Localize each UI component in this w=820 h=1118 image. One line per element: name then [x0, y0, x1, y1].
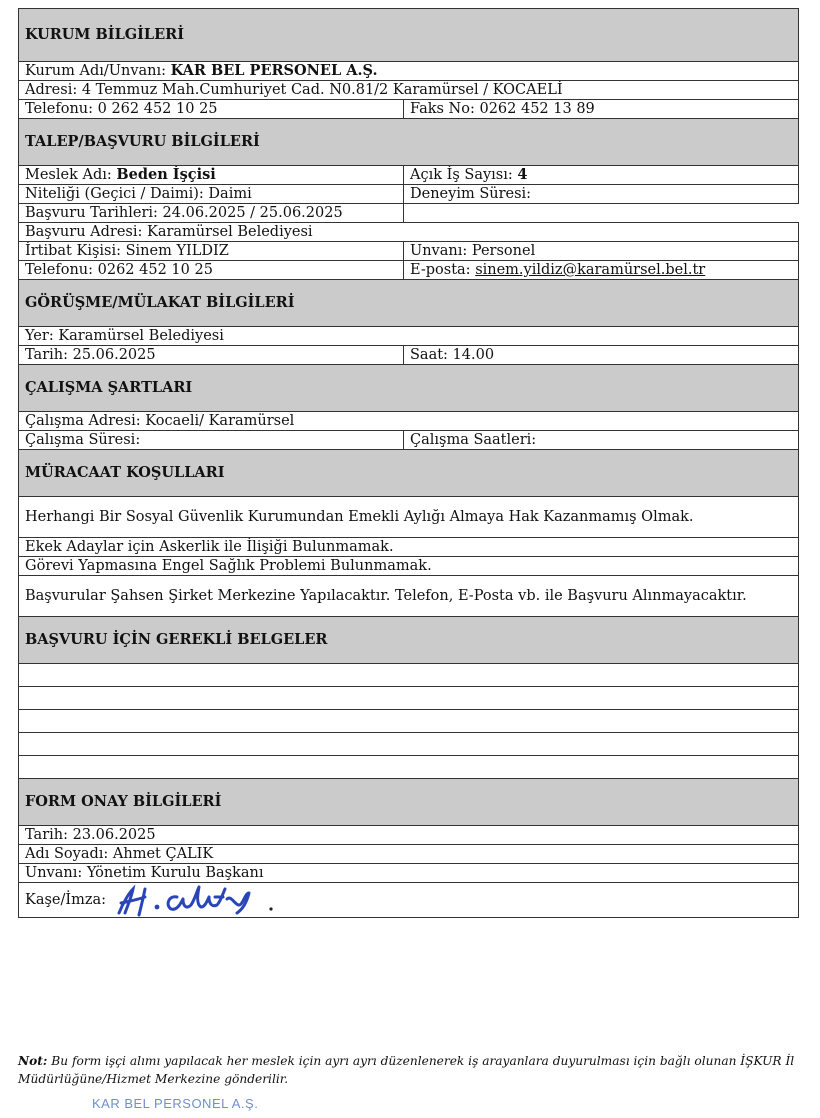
gorusme-tarih: Tarih: 25.06.2025 [19, 346, 404, 365]
calisma-saatleri: Çalışma Saatleri: [404, 431, 799, 450]
kurum-adi-cell [19, 62, 799, 81]
section-header: FORM ONAY BİLGİLERİ [19, 779, 799, 826]
eposta-link[interactable]: sinem.yildiz@karamürsel.bel.tr [475, 262, 706, 278]
belge-row-empty [19, 756, 799, 779]
meslek-label: Meslek Adı: [25, 167, 112, 183]
talep-telefon: Telefonu: 0262 452 10 25 [19, 261, 404, 280]
basvuru-tarihleri: Başvuru Tarihleri: 24.06.2025 / 25.06.2025 [19, 204, 404, 223]
kurum-faks: Faks No: 0262 452 13 89 [404, 100, 799, 119]
calisma-adresi: Çalışma Adresi: Kocaeli/ Karamürsel [19, 412, 799, 431]
section-calisma [19, 365, 799, 412]
eposta-cell [404, 261, 799, 280]
kurum-adi-label: Kurum Adı/Unvanı: [25, 63, 167, 79]
signature-icon [111, 883, 311, 917]
onay-adi: Adı Soyadı: Ahmet ÇALIK [19, 845, 799, 864]
kurum-telefon: Telefonu: 0 262 452 10 25 [19, 100, 404, 119]
section-onay [19, 779, 799, 826]
section-header: MÜRACAAT KOŞULLARI [19, 450, 799, 497]
muracaat-item: Ekek Adaylar için Askerlik ile İlişiği Bulunmamak. [19, 538, 799, 557]
section-header: GÖRÜŞME/MÜLAKAT BİLGİLERİ [19, 280, 799, 327]
application-form [18, 8, 798, 918]
kurum-adres: Adresi: 4 Temmuz Mah.Cumhuriyet Cad. N0.81/2 Karamürsel / KOCAELİ [19, 81, 799, 100]
onay-unvan: Unvanı: Yönetim Kurulu Başkanı [19, 864, 799, 883]
belge-row-empty [19, 664, 799, 687]
basvuru-adresi: Başvuru Adresi: Karamürsel Belediyesi [19, 223, 799, 242]
footnote [18, 1052, 808, 1088]
deneyim: Deneyim Süresi: [404, 185, 799, 204]
company-stamp: KAR BEL PERSONEL A.Ş. [92, 1096, 259, 1111]
section-header: KURUM BİLGİLERİ [19, 9, 799, 62]
irtibat-unvan: Unvanı: Personel [404, 242, 799, 261]
section-header: TALEP/BAŞVURU BİLGİLERİ [19, 119, 799, 166]
meslek-value: Beden İşçisi [116, 166, 216, 183]
acik-is-value: 4 [517, 166, 528, 183]
kurum-adi-value: KAR BEL PERSONEL A.Ş. [170, 62, 378, 79]
section-kurum [19, 9, 799, 62]
nitelik: Niteliği (Geçici / Daimi): Daimi [19, 185, 404, 204]
meslek-cell [19, 166, 404, 185]
kase-imza-cell [19, 883, 799, 918]
empty-cell [404, 204, 799, 223]
muracaat-item: Görevi Yapmasına Engel Sağlık Problemi Bulunmamak. [19, 557, 799, 576]
acik-is-cell [404, 166, 799, 185]
section-talep [19, 119, 799, 166]
calisma-suresi: Çalışma Süresi: [19, 431, 404, 450]
belge-row-empty [19, 710, 799, 733]
irtibat-kisisi: İrtibat Kişisi: Sinem YILDIZ [19, 242, 404, 261]
belge-row-empty [19, 687, 799, 710]
form-table [18, 8, 799, 918]
acik-is-label: Açık İş Sayısı: [410, 167, 513, 183]
eposta-label: E-posta: [410, 262, 471, 278]
onay-tarih: Tarih: 23.06.2025 [19, 826, 799, 845]
muracaat-item: Herhangi Bir Sosyal Güvenlik Kurumundan Emekli Aylığı Almaya Hak Kazanmamış Olmak. [19, 497, 799, 538]
gorusme-yer: Yer: Karamürsel Belediyesi [19, 327, 799, 346]
section-muracaat [19, 450, 799, 497]
section-belgeler [19, 617, 799, 664]
section-header: BAŞVURU İÇİN GEREKLİ BELGELER [19, 617, 799, 664]
kase-imza-label: Kaşe/İmza: [25, 892, 107, 908]
section-gorusme [19, 280, 799, 327]
muracaat-item: Başvurular Şahsen Şirket Merkezine Yapılacaktır. Telefon, E-Posta vb. ile Başvuru Alınmayacaktır. [19, 576, 799, 617]
note-label: Not: [18, 1054, 48, 1068]
note-text: Bu form işçi alımı yapılacak her meslek için ayrı ayrı düzenlenerek iş arayanlara duyurulması için bağlı olunan İŞKUR İl Müdürlüğüne/Hizmet Merkezine gönderilir. [18, 1054, 795, 1086]
gorusme-saat: Saat: 14.00 [404, 346, 799, 365]
section-header: ÇALIŞMA ŞARTLARI [19, 365, 799, 412]
belge-row-empty [19, 733, 799, 756]
